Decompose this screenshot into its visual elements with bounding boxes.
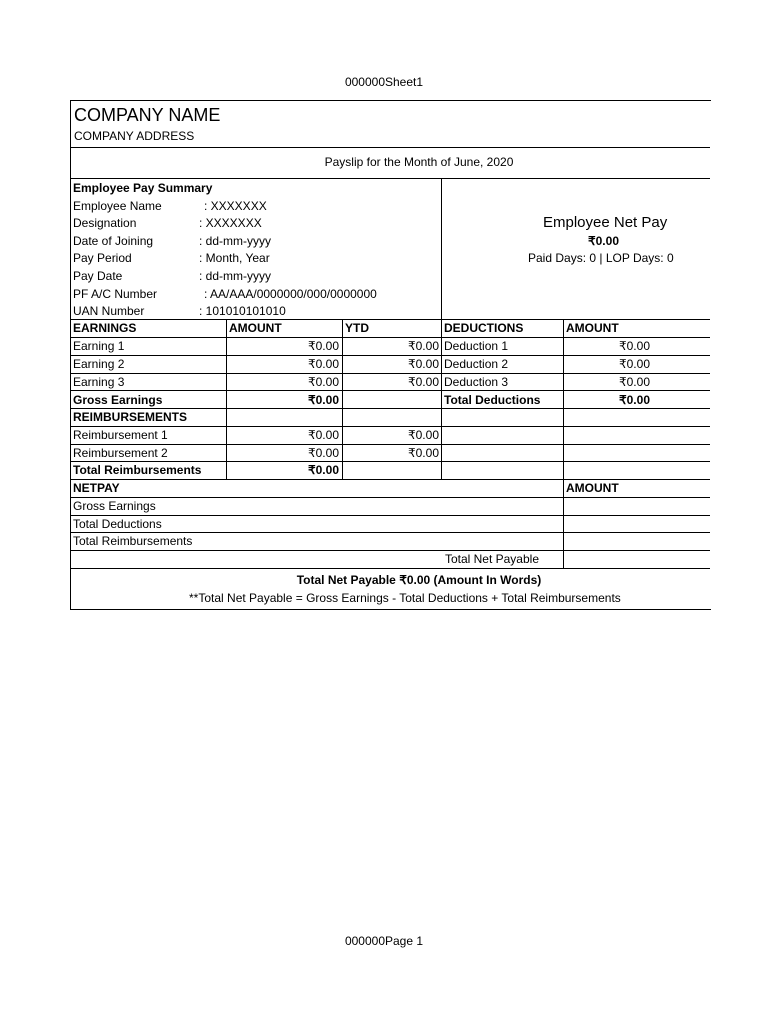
payslip-title: Payslip for the Month of June, 2020 xyxy=(324,155,514,169)
deductions-amount-header: AMOUNT xyxy=(566,321,619,335)
divider xyxy=(70,408,710,409)
total-reimbursements-amount: ₹0.00 xyxy=(308,463,339,477)
divider xyxy=(70,373,710,374)
company-address: COMPANY ADDRESS xyxy=(74,129,195,143)
gross-earnings-amount: ₹0.00 xyxy=(308,393,339,407)
divider xyxy=(441,179,442,319)
divider xyxy=(70,568,710,569)
netpay-row-total-reimbursements: Total Reimbursements xyxy=(73,534,193,548)
reimbursement-amount: ₹0.00 xyxy=(308,446,339,460)
earning-name: Earning 2 xyxy=(73,357,125,371)
divider xyxy=(70,515,710,516)
field-value-pf-number: : AA/AAA/0000000/000/0000000 xyxy=(204,287,377,301)
earning-amount: ₹0.00 xyxy=(308,339,339,353)
field-value-date-of-joining: : dd-mm-yyyy xyxy=(199,234,271,248)
netpay-heading: NETPAY xyxy=(73,481,120,495)
deduction-amount: ₹0.00 xyxy=(619,339,650,353)
earning-name: Earning 1 xyxy=(73,339,125,353)
divider xyxy=(70,426,710,427)
field-label-pay-date: Pay Date xyxy=(73,269,123,283)
divider xyxy=(70,147,710,148)
divider xyxy=(70,178,710,179)
earnings-ytd-header: YTD xyxy=(345,321,369,335)
divider xyxy=(563,480,564,568)
earning-amount: ₹0.00 xyxy=(308,357,339,371)
reimbursement-ytd: ₹0.00 xyxy=(408,446,439,460)
deductions-header: DEDUCTIONS xyxy=(444,321,524,335)
deduction-name: Deduction 1 xyxy=(444,339,509,353)
field-value-employee-name: : XXXXXXX xyxy=(204,199,267,213)
divider xyxy=(70,550,710,551)
divider xyxy=(70,461,710,462)
net-pay-title: Employee Net Pay xyxy=(543,214,668,231)
field-value-designation: : XXXXXXX xyxy=(199,216,262,230)
earnings-amount-header: AMOUNT xyxy=(229,321,282,335)
field-label-pf-number: PF A/C Number xyxy=(73,287,158,301)
field-label-uan-number: UAN Number xyxy=(73,304,145,318)
earning-name: Earning 3 xyxy=(73,375,125,389)
net-pay-amount: ₹0.00 xyxy=(588,234,619,248)
field-value-pay-period: : Month, Year xyxy=(199,251,270,265)
total-reimbursements-label: Total Reimbursements xyxy=(73,463,202,477)
summary-heading: Employee Pay Summary xyxy=(73,181,213,195)
netpay-row-gross-earnings: Gross Earnings xyxy=(73,499,156,513)
reimbursement-name: Reimbursement 1 xyxy=(73,428,168,442)
divider xyxy=(70,355,710,356)
divider xyxy=(441,320,442,480)
divider xyxy=(70,337,710,338)
deduction-name: Deduction 2 xyxy=(444,357,509,371)
total-deductions-label: Total Deductions xyxy=(444,393,541,407)
reimbursements-heading: REIMBURSEMENTS xyxy=(73,410,188,424)
sheet-header: 000000Sheet1 xyxy=(344,75,424,89)
divider xyxy=(70,319,710,320)
field-label-designation: Designation xyxy=(73,216,137,230)
net-payable-formula: **Total Net Payable = Gross Earnings - Total Deductions + Total Reimbursements xyxy=(189,591,621,605)
reimbursement-ytd: ₹0.00 xyxy=(408,428,439,442)
netpay-row-total-deductions: Total Deductions xyxy=(73,517,162,531)
reimbursement-amount: ₹0.00 xyxy=(308,428,339,442)
earnings-header: EARNINGS xyxy=(73,321,137,335)
earning-ytd: ₹0.00 xyxy=(408,357,439,371)
field-label-pay-period: Pay Period xyxy=(73,251,132,265)
field-label-employee-name: Employee Name xyxy=(73,199,162,213)
divider xyxy=(70,444,710,445)
net-payable-in-words: Total Net Payable ₹0.00 (Amount In Words) xyxy=(296,573,542,587)
earning-ytd: ₹0.00 xyxy=(408,339,439,353)
reimbursement-name: Reimbursement 2 xyxy=(73,446,168,460)
field-value-pay-date: : dd-mm-yyyy xyxy=(199,269,271,283)
divider xyxy=(70,479,710,480)
gross-earnings-label: Gross Earnings xyxy=(73,393,163,407)
sheet-footer: 000000Page 1 xyxy=(344,934,424,948)
field-label-date-of-joining: Date of Joining xyxy=(73,234,154,248)
payslip-sheet xyxy=(70,100,674,610)
total-net-payable-label: Total Net Payable xyxy=(444,552,539,566)
divider xyxy=(70,497,710,498)
divider xyxy=(70,390,710,391)
company-name: COMPANY NAME xyxy=(74,105,221,125)
earning-amount: ₹0.00 xyxy=(308,375,339,389)
earning-ytd: ₹0.00 xyxy=(408,375,439,389)
divider xyxy=(70,532,710,533)
deduction-amount: ₹0.00 xyxy=(619,357,650,371)
field-value-uan-number: : 101010101010 xyxy=(199,304,286,318)
total-deductions-amount: ₹0.00 xyxy=(619,393,650,407)
paid-days: Paid Days: 0 | LOP Days: 0 xyxy=(528,251,674,265)
deduction-name: Deduction 3 xyxy=(444,375,509,389)
netpay-amount-header: AMOUNT xyxy=(566,481,619,495)
deduction-amount: ₹0.00 xyxy=(619,375,650,389)
